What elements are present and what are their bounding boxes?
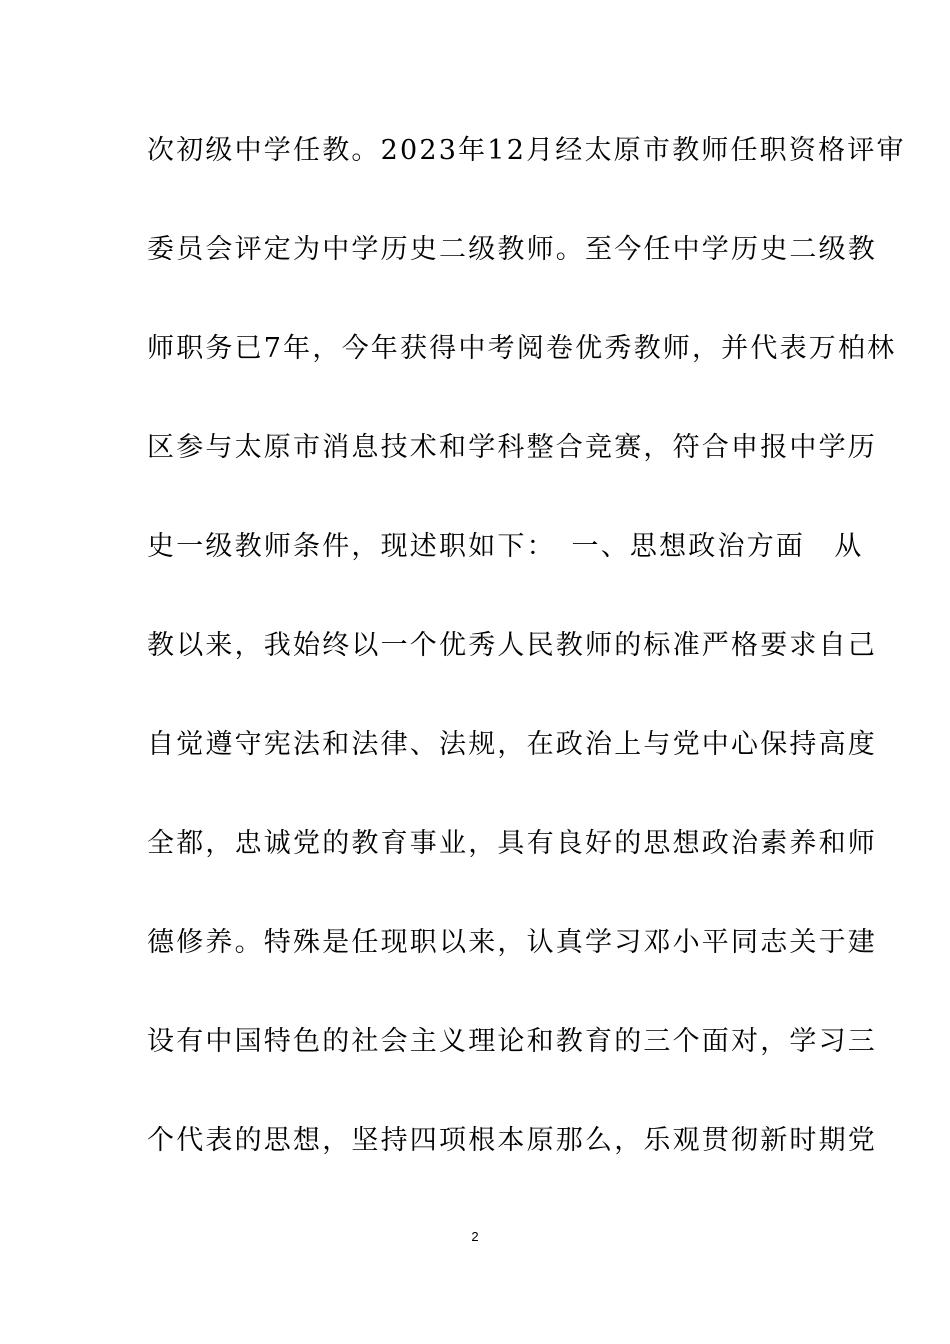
body-text-line: 区参与太原市消息技术和学科整合竞赛，符合申报中学历 bbox=[147, 432, 877, 463]
body-text-line: 次初级中学任教。2023年12月经太原市教师任职资格评审 bbox=[147, 135, 906, 166]
body-text-line: 委员会评定为中学历史二级教师。至今任中学历史二级教 bbox=[147, 234, 877, 265]
body-text-line: 德修养。特殊是任现职以来，认真学习邓小平同志关于建 bbox=[147, 927, 877, 958]
body-text-line: 设有中国特色的社会主义理论和教育的三个面对，学习三 bbox=[147, 1026, 877, 1057]
body-text-line: 个代表的思想，坚持四项根本原那么，乐观贯彻新时期党 bbox=[147, 1125, 877, 1156]
page-number: 2 bbox=[471, 1229, 479, 1244]
body-text-line: 全都，忠诚党的教育事业，具有良好的思想政治素养和师 bbox=[147, 828, 877, 859]
body-text-line: 师职务已7年，今年获得中考阅卷优秀教师，并代表万柏林 bbox=[147, 333, 897, 364]
body-text-line: 自觉遵守宪法和法律、法规，在政治上与党中心保持高度 bbox=[147, 729, 877, 760]
body-text-line: 教以来，我始终以一个优秀人民教师的标准严格要求自己 bbox=[147, 630, 877, 661]
body-text-line: 史一级教师条件，现述职如下： 一、思想政治方面 从 bbox=[147, 531, 864, 562]
